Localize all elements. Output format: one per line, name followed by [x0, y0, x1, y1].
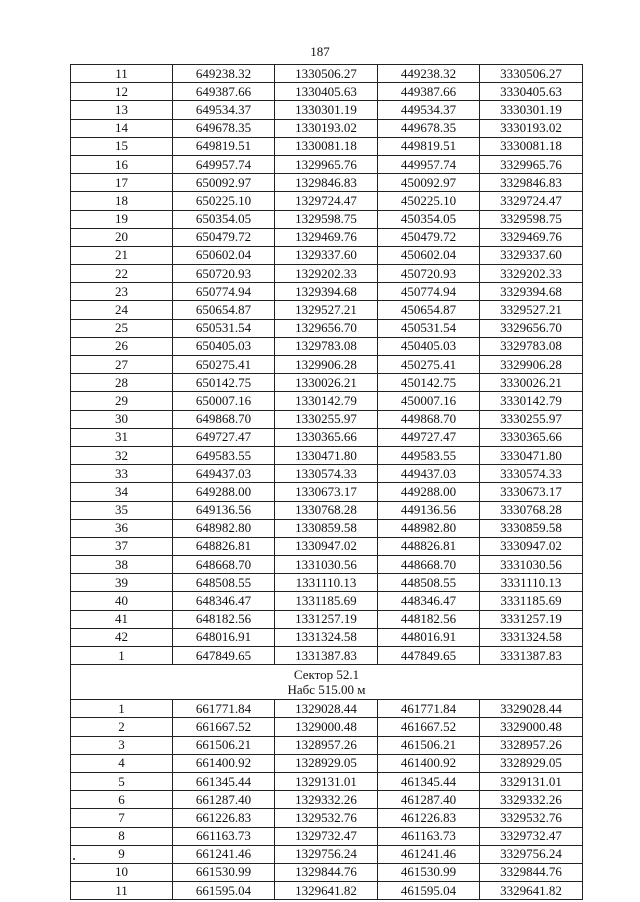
table-row — [71, 410, 583, 428]
y-local-coord-cell: 3329469.76 — [480, 228, 583, 246]
x-local-coord-cell: 449727.47 — [378, 428, 480, 446]
y-local-coord-cell: 3330255.97 — [480, 410, 583, 428]
x-coord-cell: 650654.87 — [173, 301, 275, 319]
point-number-cell: 9 — [71, 845, 173, 863]
point-number-cell: 40 — [71, 592, 173, 610]
point-number-cell: 21 — [71, 246, 173, 264]
point-number-cell: 5 — [71, 772, 173, 790]
x-local-coord-cell: 450774.94 — [378, 283, 480, 301]
y-local-coord-cell: 3331185.69 — [480, 592, 583, 610]
x-local-coord-cell: 450720.93 — [378, 265, 480, 283]
table-row — [71, 827, 583, 845]
x-local-coord-cell: 461530.99 — [378, 863, 480, 881]
y-local-coord-cell: 3329131.01 — [480, 772, 583, 790]
y-local-coord-cell: 3330506.27 — [480, 65, 583, 83]
point-number-cell: 31 — [71, 428, 173, 446]
y-local-coord-cell: 3330026.21 — [480, 374, 583, 392]
x-coord-cell: 661595.04 — [173, 882, 275, 900]
y-local-coord-cell: 3331030.56 — [480, 556, 583, 574]
x-coord-cell: 648016.91 — [173, 628, 275, 646]
x-local-coord-cell: 461345.44 — [378, 772, 480, 790]
x-coord-cell: 661241.46 — [173, 845, 275, 863]
y-local-coord-cell: 3329202.33 — [480, 265, 583, 283]
table-row — [71, 210, 583, 228]
x-local-coord-cell: 461771.84 — [378, 700, 480, 718]
y-coord-cell: 1329532.76 — [275, 809, 378, 827]
point-number-cell: 17 — [71, 174, 173, 192]
point-number-cell: 3 — [71, 736, 173, 754]
table-row — [71, 700, 583, 718]
table-row — [71, 809, 583, 827]
x-local-coord-cell: 448668.70 — [378, 556, 480, 574]
x-local-coord-cell: 448016.91 — [378, 628, 480, 646]
y-coord-cell: 1329756.24 — [275, 845, 378, 863]
sector-header-row — [71, 665, 583, 700]
point-number-cell: 29 — [71, 392, 173, 410]
point-number-cell: 22 — [71, 265, 173, 283]
table-row — [71, 845, 583, 863]
x-coord-cell: 648346.47 — [173, 592, 275, 610]
y-local-coord-cell: 3329641.82 — [480, 882, 583, 900]
point-number-cell: 11 — [71, 882, 173, 900]
table-row — [71, 228, 583, 246]
y-coord-cell: 1329906.28 — [275, 356, 378, 374]
table-row — [71, 392, 583, 410]
x-local-coord-cell: 449387.66 — [378, 83, 480, 101]
x-local-coord-cell: 461226.83 — [378, 809, 480, 827]
point-number-cell: 6 — [71, 791, 173, 809]
table-row — [71, 628, 583, 646]
point-number-cell: 37 — [71, 537, 173, 555]
x-coord-cell: 650602.04 — [173, 246, 275, 264]
x-coord-cell: 650774.94 — [173, 283, 275, 301]
point-number-cell: 39 — [71, 574, 173, 592]
y-local-coord-cell: 3330193.02 — [480, 119, 583, 137]
point-number-cell: 16 — [71, 155, 173, 173]
coordinates-table-body-top — [71, 65, 583, 665]
y-local-coord-cell: 3330574.33 — [480, 465, 583, 483]
table-row — [71, 137, 583, 155]
point-number-cell: 25 — [71, 319, 173, 337]
x-coord-cell: 648182.56 — [173, 610, 275, 628]
x-coord-cell: 647849.65 — [173, 647, 275, 665]
x-local-coord-cell: 450479.72 — [378, 228, 480, 246]
x-coord-cell: 649534.37 — [173, 101, 275, 119]
point-number-cell: 1 — [71, 647, 173, 665]
x-local-coord-cell: 449437.03 — [378, 465, 480, 483]
x-local-coord-cell: 449868.70 — [378, 410, 480, 428]
table-row — [71, 592, 583, 610]
x-coord-cell: 661667.52 — [173, 718, 275, 736]
table-row — [71, 246, 583, 264]
point-number-cell: 26 — [71, 337, 173, 355]
x-coord-cell: 661287.40 — [173, 791, 275, 809]
y-coord-cell: 1331110.13 — [275, 574, 378, 592]
table-row — [71, 610, 583, 628]
y-coord-cell: 1330193.02 — [275, 119, 378, 137]
y-coord-cell: 1329783.08 — [275, 337, 378, 355]
y-local-coord-cell: 3330142.79 — [480, 392, 583, 410]
y-local-coord-cell: 3329394.68 — [480, 283, 583, 301]
y-local-coord-cell: 3331110.13 — [480, 574, 583, 592]
table-row — [71, 537, 583, 555]
x-local-coord-cell: 461506.21 — [378, 736, 480, 754]
x-local-coord-cell: 450142.75 — [378, 374, 480, 392]
x-coord-cell: 649238.32 — [173, 65, 275, 83]
x-local-coord-cell: 461667.52 — [378, 718, 480, 736]
point-number-cell: 2 — [71, 718, 173, 736]
y-local-coord-cell: 3330768.28 — [480, 501, 583, 519]
x-local-coord-cell: 449238.32 — [378, 65, 480, 83]
y-local-coord-cell: 3330471.80 — [480, 446, 583, 464]
y-local-coord-cell: 3329783.08 — [480, 337, 583, 355]
x-coord-cell: 650225.10 — [173, 192, 275, 210]
y-coord-cell: 1330673.17 — [275, 483, 378, 501]
point-number-cell: 34 — [71, 483, 173, 501]
y-coord-cell: 1329000.48 — [275, 718, 378, 736]
x-coord-cell: 661530.99 — [173, 863, 275, 881]
y-local-coord-cell: 3331324.58 — [480, 628, 583, 646]
sector-elevation: Набс 515.00 м — [287, 682, 366, 698]
x-local-coord-cell: 449583.55 — [378, 446, 480, 464]
point-number-cell: 23 — [71, 283, 173, 301]
x-coord-cell: 649819.51 — [173, 137, 275, 155]
y-local-coord-cell: 3329732.47 — [480, 827, 583, 845]
x-coord-cell: 649437.03 — [173, 465, 275, 483]
x-local-coord-cell: 449957.74 — [378, 155, 480, 173]
x-coord-cell: 650405.03 — [173, 337, 275, 355]
y-coord-cell: 1330574.33 — [275, 465, 378, 483]
y-coord-cell: 1330859.58 — [275, 519, 378, 537]
y-coord-cell: 1330255.97 — [275, 410, 378, 428]
y-coord-cell: 1330301.19 — [275, 101, 378, 119]
table-row — [71, 319, 583, 337]
x-coord-cell: 661226.83 — [173, 809, 275, 827]
y-local-coord-cell: 3331387.83 — [480, 647, 583, 665]
y-coord-cell: 1329724.47 — [275, 192, 378, 210]
y-coord-cell: 1328929.05 — [275, 754, 378, 772]
y-coord-cell: 1329732.47 — [275, 827, 378, 845]
y-local-coord-cell: 3328957.26 — [480, 736, 583, 754]
y-coord-cell: 1331387.83 — [275, 647, 378, 665]
x-coord-cell: 661400.92 — [173, 754, 275, 772]
x-local-coord-cell: 450405.03 — [378, 337, 480, 355]
x-local-coord-cell: 461241.46 — [378, 845, 480, 863]
x-coord-cell: 650092.97 — [173, 174, 275, 192]
point-number-cell: 7 — [71, 809, 173, 827]
table-row — [71, 337, 583, 355]
x-coord-cell: 650720.93 — [173, 265, 275, 283]
y-coord-cell: 1330026.21 — [275, 374, 378, 392]
sector-header-cell — [71, 665, 583, 700]
page-number: 187 — [310, 44, 330, 59]
point-number-cell: 20 — [71, 228, 173, 246]
y-coord-cell: 1329202.33 — [275, 265, 378, 283]
table-row — [71, 192, 583, 210]
y-local-coord-cell: 3330365.66 — [480, 428, 583, 446]
y-coord-cell: 1329846.83 — [275, 174, 378, 192]
point-number-cell: 18 — [71, 192, 173, 210]
x-coord-cell: 650275.41 — [173, 356, 275, 374]
x-coord-cell: 648508.55 — [173, 574, 275, 592]
x-local-coord-cell: 449678.35 — [378, 119, 480, 137]
x-coord-cell: 649288.00 — [173, 483, 275, 501]
y-local-coord-cell: 3329846.83 — [480, 174, 583, 192]
y-coord-cell: 1329337.60 — [275, 246, 378, 264]
x-local-coord-cell: 461400.92 — [378, 754, 480, 772]
point-number-cell: 4 — [71, 754, 173, 772]
table-row — [71, 101, 583, 119]
table-row — [71, 718, 583, 736]
y-coord-cell: 1330405.63 — [275, 83, 378, 101]
table-row — [71, 283, 583, 301]
table-row — [71, 772, 583, 790]
table-row — [71, 65, 583, 83]
table-row — [71, 791, 583, 809]
table-row — [71, 754, 583, 772]
y-coord-cell: 1330365.66 — [275, 428, 378, 446]
x-coord-cell: 661771.84 — [173, 700, 275, 718]
y-coord-cell: 1331324.58 — [275, 628, 378, 646]
x-local-coord-cell: 450354.05 — [378, 210, 480, 228]
y-local-coord-cell: 3329724.47 — [480, 192, 583, 210]
y-coord-cell: 1331257.19 — [275, 610, 378, 628]
x-coord-cell: 649957.74 — [173, 155, 275, 173]
x-local-coord-cell: 448826.81 — [378, 537, 480, 555]
x-coord-cell: 649583.55 — [173, 446, 275, 464]
sector-title: Сектор 52.1 — [293, 667, 360, 683]
x-coord-cell: 661345.44 — [173, 772, 275, 790]
x-coord-cell: 649727.47 — [173, 428, 275, 446]
y-local-coord-cell: 3330301.19 — [480, 101, 583, 119]
y-coord-cell: 1330506.27 — [275, 65, 378, 83]
y-local-coord-cell: 3331257.19 — [480, 610, 583, 628]
y-local-coord-cell: 3329337.60 — [480, 246, 583, 264]
x-local-coord-cell: 449534.37 — [378, 101, 480, 119]
table-row — [71, 428, 583, 446]
y-coord-cell: 1330947.02 — [275, 537, 378, 555]
x-coord-cell: 648826.81 — [173, 537, 275, 555]
table-row — [71, 465, 583, 483]
table-row — [71, 265, 583, 283]
table-row — [71, 647, 583, 665]
table-row — [71, 882, 583, 900]
y-local-coord-cell: 3329844.76 — [480, 863, 583, 881]
y-local-coord-cell: 3328929.05 — [480, 754, 583, 772]
x-local-coord-cell: 450275.41 — [378, 356, 480, 374]
x-local-coord-cell: 448508.55 — [378, 574, 480, 592]
sector-header-group — [71, 665, 583, 700]
x-local-coord-cell: 461163.73 — [378, 827, 480, 845]
y-coord-cell: 1329527.21 — [275, 301, 378, 319]
y-coord-cell: 1329656.70 — [275, 319, 378, 337]
table-row — [71, 519, 583, 537]
coordinates-table-body-bottom — [71, 700, 583, 900]
y-coord-cell: 1329598.75 — [275, 210, 378, 228]
x-local-coord-cell: 448182.56 — [378, 610, 480, 628]
point-number-cell: 24 — [71, 301, 173, 319]
y-local-coord-cell: 3329000.48 — [480, 718, 583, 736]
table-row — [71, 119, 583, 137]
point-number-cell: 36 — [71, 519, 173, 537]
y-coord-cell: 1329641.82 — [275, 882, 378, 900]
table-row — [71, 556, 583, 574]
x-coord-cell: 648668.70 — [173, 556, 275, 574]
y-local-coord-cell: 3329028.44 — [480, 700, 583, 718]
point-number-cell: 10 — [71, 863, 173, 881]
x-coord-cell: 650479.72 — [173, 228, 275, 246]
point-number-cell: 13 — [71, 101, 173, 119]
x-local-coord-cell: 450654.87 — [378, 301, 480, 319]
table-row — [71, 501, 583, 519]
point-number-cell: 41 — [71, 610, 173, 628]
point-number-cell: 14 — [71, 119, 173, 137]
coordinates-table — [70, 64, 583, 900]
x-coord-cell: 649387.66 — [173, 83, 275, 101]
y-coord-cell: 1329965.76 — [275, 155, 378, 173]
point-number-cell: 27 — [71, 356, 173, 374]
x-coord-cell: 648982.80 — [173, 519, 275, 537]
y-coord-cell: 1330768.28 — [275, 501, 378, 519]
x-coord-cell: 650142.75 — [173, 374, 275, 392]
table-row — [71, 483, 583, 501]
y-local-coord-cell: 3329965.76 — [480, 155, 583, 173]
point-number-cell: 30 — [71, 410, 173, 428]
y-local-coord-cell: 3329656.70 — [480, 319, 583, 337]
table-row — [71, 574, 583, 592]
x-coord-cell: 650354.05 — [173, 210, 275, 228]
point-number-cell: 11 — [71, 65, 173, 83]
y-coord-cell: 1328957.26 — [275, 736, 378, 754]
point-number-cell: 42 — [71, 628, 173, 646]
x-coord-cell: 650007.16 — [173, 392, 275, 410]
y-local-coord-cell: 3330947.02 — [480, 537, 583, 555]
y-local-coord-cell: 3329906.28 — [480, 356, 583, 374]
x-local-coord-cell: 450531.54 — [378, 319, 480, 337]
scan-speck — [73, 858, 75, 860]
table-row — [71, 174, 583, 192]
table-row — [71, 446, 583, 464]
y-coord-cell: 1330142.79 — [275, 392, 378, 410]
x-local-coord-cell: 448346.47 — [378, 592, 480, 610]
point-number-cell: 1 — [71, 700, 173, 718]
table-row — [71, 83, 583, 101]
y-coord-cell: 1329131.01 — [275, 772, 378, 790]
y-coord-cell: 1330471.80 — [275, 446, 378, 464]
y-coord-cell: 1329469.76 — [275, 228, 378, 246]
table-row — [71, 301, 583, 319]
y-local-coord-cell: 3329332.26 — [480, 791, 583, 809]
y-coord-cell: 1329394.68 — [275, 283, 378, 301]
table-row — [71, 374, 583, 392]
table-row — [71, 155, 583, 173]
table-row — [71, 356, 583, 374]
x-local-coord-cell: 449288.00 — [378, 483, 480, 501]
x-local-coord-cell: 448982.80 — [378, 519, 480, 537]
x-coord-cell: 650531.54 — [173, 319, 275, 337]
point-number-cell: 35 — [71, 501, 173, 519]
x-local-coord-cell: 449136.56 — [378, 501, 480, 519]
point-number-cell: 38 — [71, 556, 173, 574]
y-coord-cell: 1331030.56 — [275, 556, 378, 574]
x-coord-cell: 649136.56 — [173, 501, 275, 519]
y-local-coord-cell: 3330405.63 — [480, 83, 583, 101]
y-coord-cell: 1329028.44 — [275, 700, 378, 718]
x-local-coord-cell: 449819.51 — [378, 137, 480, 155]
x-coord-cell: 649868.70 — [173, 410, 275, 428]
point-number-cell: 12 — [71, 83, 173, 101]
point-number-cell: 19 — [71, 210, 173, 228]
x-coord-cell: 661163.73 — [173, 827, 275, 845]
y-local-coord-cell: 3330673.17 — [480, 483, 583, 501]
y-coord-cell: 1329332.26 — [275, 791, 378, 809]
y-coord-cell: 1329844.76 — [275, 863, 378, 881]
y-coord-cell: 1331185.69 — [275, 592, 378, 610]
table-row — [71, 863, 583, 881]
y-local-coord-cell: 3329756.24 — [480, 845, 583, 863]
y-coord-cell: 1330081.18 — [275, 137, 378, 155]
point-number-cell: 28 — [71, 374, 173, 392]
table-row — [71, 736, 583, 754]
y-local-coord-cell: 3329598.75 — [480, 210, 583, 228]
point-number-cell: 15 — [71, 137, 173, 155]
y-local-coord-cell: 3329527.21 — [480, 301, 583, 319]
x-local-coord-cell: 450225.10 — [378, 192, 480, 210]
x-local-coord-cell: 450602.04 — [378, 246, 480, 264]
x-coord-cell: 661506.21 — [173, 736, 275, 754]
x-local-coord-cell: 461287.40 — [378, 791, 480, 809]
y-local-coord-cell: 3329532.76 — [480, 809, 583, 827]
y-local-coord-cell: 3330859.58 — [480, 519, 583, 537]
x-local-coord-cell: 450092.97 — [378, 174, 480, 192]
x-local-coord-cell: 447849.65 — [378, 647, 480, 665]
point-number-cell: 8 — [71, 827, 173, 845]
x-local-coord-cell: 450007.16 — [378, 392, 480, 410]
point-number-cell: 32 — [71, 446, 173, 464]
x-local-coord-cell: 461595.04 — [378, 882, 480, 900]
y-local-coord-cell: 3330081.18 — [480, 137, 583, 155]
point-number-cell: 33 — [71, 465, 173, 483]
x-coord-cell: 649678.35 — [173, 119, 275, 137]
